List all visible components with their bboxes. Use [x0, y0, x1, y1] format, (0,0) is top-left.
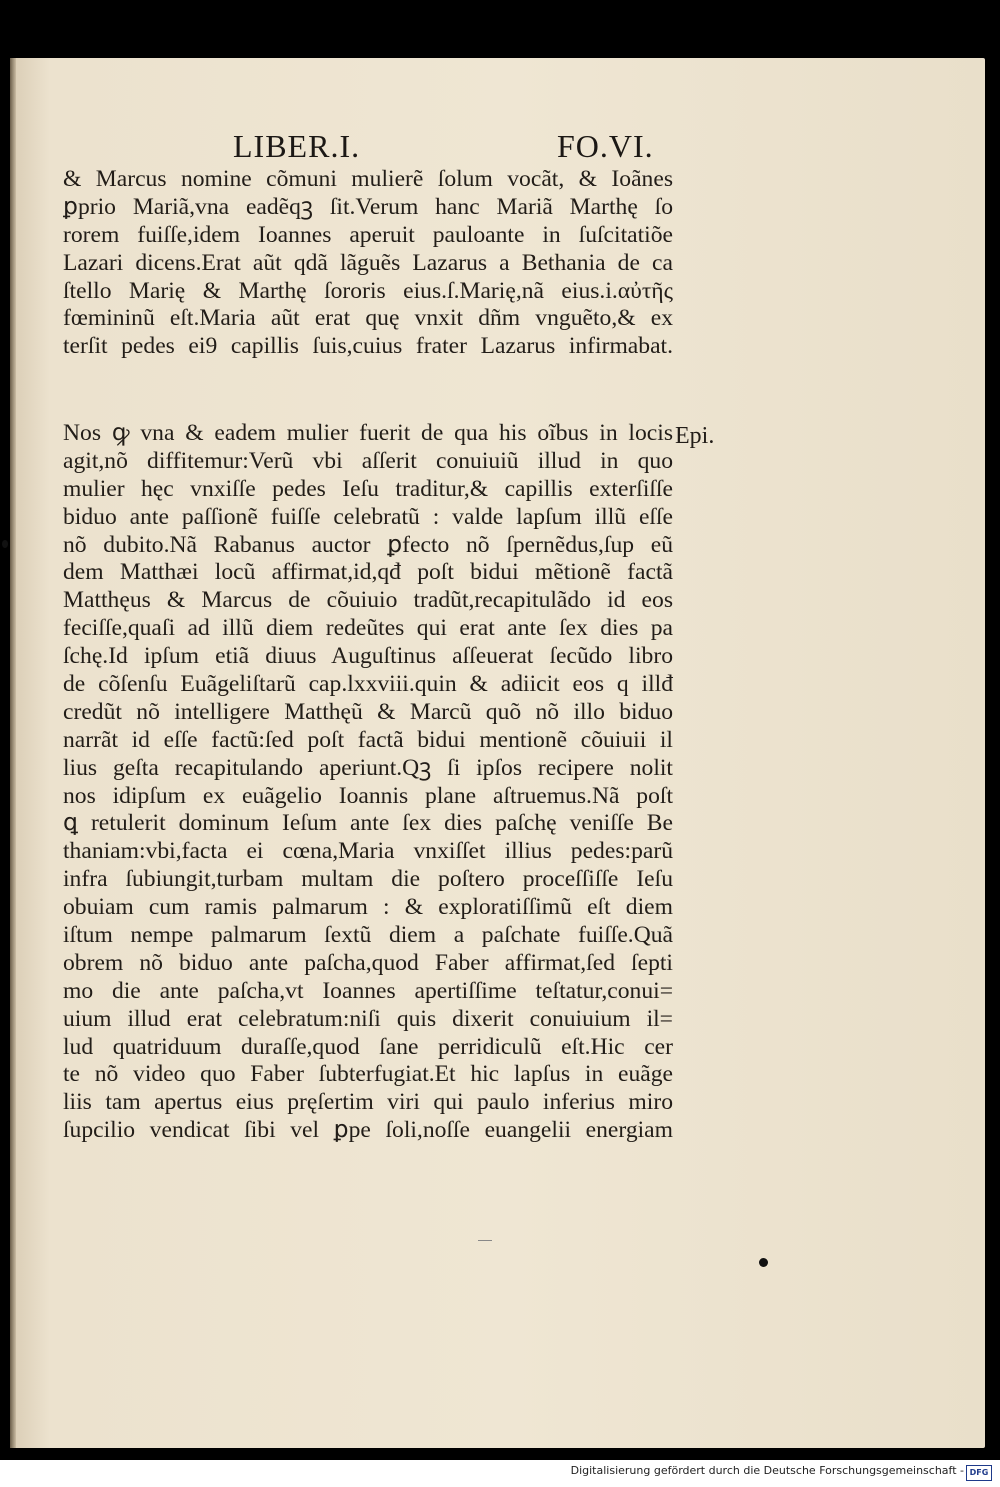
text-line: Lazari dicens.Erat aũt qdã lãguẽs Lazarus a Bethania de ca: [63, 249, 673, 276]
page-mark-dash: [478, 1240, 492, 1241]
text-line: nos idipſum ex euãgelio Ioannis plane aſtruemus.Nã poſt: [63, 782, 673, 809]
text-line: ꝑprio Mariã,vna eadẽqꝫ ſit.Verum hanc Mariã Marthę ſo: [63, 193, 673, 220]
text-line: terſit pedes ei9 capillis ſuis,cuius frater Lazarus infirmabat.: [63, 333, 673, 360]
text-line: obrem nõ biduo ante paſcha,quod Faber affirmat,ſed ſepti: [63, 949, 673, 976]
text-line: uium illud erat celebratum:niſi quis dixerit conuiuium il=: [63, 1005, 673, 1032]
text-line: infra ſubiungit,turbam multam die poſtero proceſſiſſe Ieſu: [63, 866, 673, 893]
text-line: liis tam apertus eius pręſertim viri qui paulo inferius miro: [63, 1089, 673, 1116]
text-line: agit,nõ diffitemur:Verũ vbi aſſerit conuiuiũ illud in quo: [63, 447, 673, 474]
page-fold-shadow: [10, 58, 16, 1448]
text-line: te nõ video quo Faber ſubterfugiat.Et hic lapſus in euãge: [63, 1061, 673, 1088]
text-line: lud quatriduum duraſſe,quod ſane perridiculũ eſt.Hic cer: [63, 1033, 673, 1060]
text-line: ſchę.Id ipſum etiã diuus Auguſtinus aſſeuerat ſecũdo libro: [63, 643, 673, 670]
margin-note: Epi.: [675, 423, 715, 449]
running-header-left: LIBER.I.: [233, 128, 361, 164]
funding-credit: Digitalisierung gefördert durch die Deutsche Forschungsgemeinschaft -: [570, 1464, 964, 1477]
text-line: thaniam:vbi,facta ei cœna,Maria vnxiſſet illius pedes:parũ: [63, 838, 673, 865]
dfg-logo-icon: DFG: [966, 1465, 992, 1481]
text-line: mulier hęc vnxiſſe pedes Ieſu traditur,& capillis exterſiſſe: [63, 475, 673, 502]
folio-number: FO.VI.: [557, 128, 654, 164]
paragraph-1: [63, 166, 673, 361]
text-line: & Marcus nomine cõmuni mulierẽ ſolum vocãt, & Ioãnes: [63, 166, 673, 192]
text-line: dem Matthæi locũ affirmat,id,qđ poſt bidui mẽtionẽ factã: [63, 559, 673, 586]
text-line: ſupcilio vendicat ſibi vel ꝑpe ſoli,noſſe euangelii energiam: [63, 1117, 673, 1144]
text-line: ſtello Marię & Marthę ſororis eius.ſ.Marię,nã eius.i.αὐτῆς: [63, 277, 673, 304]
text-line: obuiam cum ramis palmarum : & exploratiſſimũ eſt diem: [63, 894, 673, 921]
text-line: feciſſe,quaſi ad illũ diem redeũtes qui erat ante ſex dies pa: [63, 615, 673, 642]
text-line: mo die ante paſcha,vt Ioannes apertiſſime teſtatur,conui=: [63, 977, 673, 1004]
text-line: credũt nõ intelligere Matthęũ & Marcũ quõ nõ illo biduo: [63, 698, 673, 725]
text-line: rorem fuiſſe,idem Ioannes aperuit pauloante in ſuſcitatiõe: [63, 221, 673, 248]
text-line: narrãt id eſſe factũ:ſed poſt factã bidui mentionẽ cõuiuii il: [63, 726, 673, 753]
text-line: iſtum nempe palmarum ſextũ diem a paſchate fuiſſe.Quã: [63, 922, 673, 949]
text-line: nõ dubito.Nã Rabanus auctor ꝑfecto nõ ſpernẽdus,ſup eũ: [63, 531, 673, 558]
paragraph-2: [63, 420, 673, 1145]
text-line: Matthęus & Marcus de cõuiuio tradũt,recapitulãdo id eos: [63, 587, 673, 614]
text-line: ꝗ retulerit dominum Ieſum ante ſex dies paſchę veniſſe Be: [63, 810, 673, 837]
footer-credit-bar: [0, 1460, 1000, 1487]
text-line: fœmininũ eſt.Maria aũt erat quę vnxit dñm vnguẽto,& ex: [63, 305, 673, 332]
text-line: biduo ante paſſionẽ fuiſſe celebratũ : valde lapſum illũ eſſe: [63, 503, 673, 530]
scan-dot-left: [2, 540, 8, 548]
text-line: de cõſenſu Euãgeliſtarũ cap.lxxviii.quin & adiicit eos q illđ: [63, 671, 673, 698]
text-line: lius geſta recapitulando aperiunt.Qꝫ ſi ipſos recipere nolit: [63, 754, 673, 781]
scan-dot-right: [759, 1258, 768, 1267]
text-line: Nos ꝙ vna & eadem mulier fuerit de qua his oĩbus in locis: [63, 420, 673, 446]
